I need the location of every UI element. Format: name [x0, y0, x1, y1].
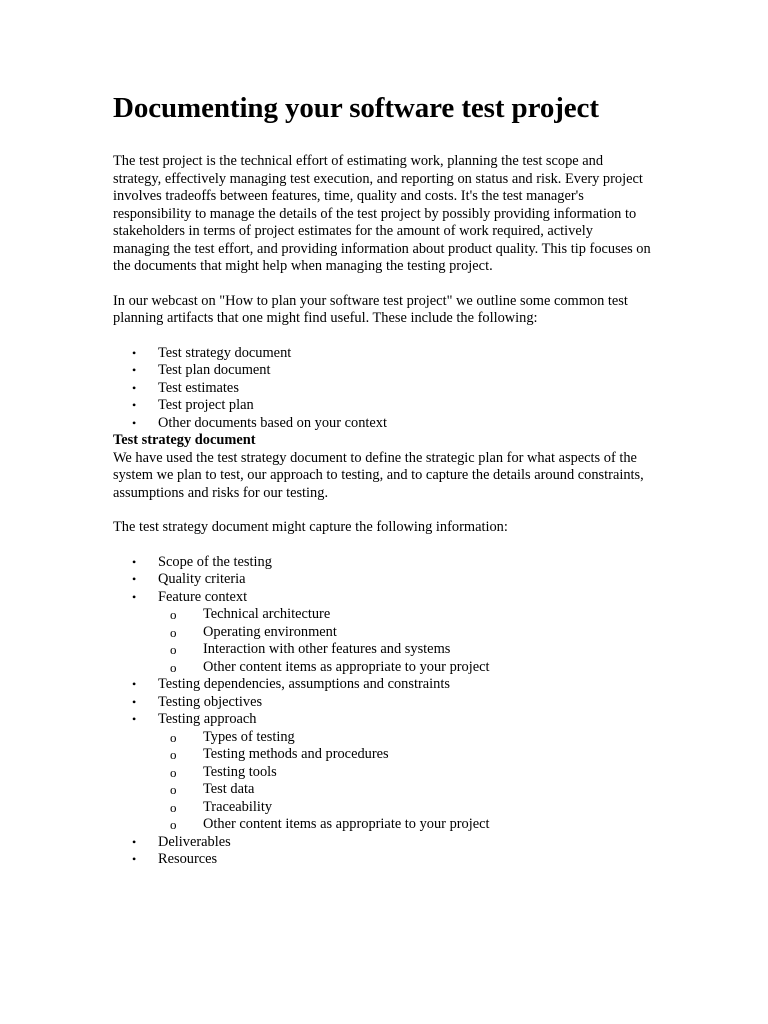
circle-bullet-icon: o — [170, 782, 177, 797]
sub-list-item — [158, 606, 653, 624]
circle-bullet-icon: o — [170, 764, 177, 780]
bullet-icon: • — [132, 398, 137, 412]
circle-bullet-icon: o — [170, 607, 177, 622]
bullet-icon: • — [132, 852, 137, 866]
circle-bullet-icon: o — [170, 747, 177, 762]
list-item — [113, 397, 653, 415]
list-item-label: Test strategy document — [158, 344, 292, 361]
list-item — [113, 851, 653, 869]
list-item-label: Test project plan — [158, 397, 254, 413]
list-item-label: Other documents based on your context — [158, 414, 387, 431]
sub-list-item — [158, 624, 653, 642]
bullet-icon: • — [132, 834, 137, 849]
capture-paragraph: The test strategy document might capture the following information: — [113, 519, 508, 535]
sub-list-item — [158, 659, 653, 677]
list-item-label: Deliverables — [158, 833, 231, 850]
circle-bullet-icon: o — [170, 642, 177, 657]
bullet-icon: • — [132, 677, 137, 691]
webcast-paragraph: In our webcast on "How to plan your software test project" we outline some common test planning artifacts that one might find useful. These include the following: — [113, 292, 628, 326]
list-item — [113, 711, 653, 834]
circle-bullet-icon: o — [170, 659, 177, 675]
sub-list — [158, 606, 653, 676]
circle-bullet-icon: o — [170, 729, 177, 745]
sub-list-item-label: Operating environment — [203, 623, 337, 640]
list-item — [113, 694, 653, 712]
list-item — [113, 676, 653, 694]
sub-list-item-label: Test data — [203, 781, 255, 797]
list-item-label: Test estimates — [158, 379, 239, 396]
list-item-label: Scope of the testing — [158, 553, 272, 570]
sub-list-item-label: Testing tools — [203, 763, 277, 780]
bullet-icon: • — [132, 415, 137, 430]
sub-list-item-label: Interaction with other features and systems — [203, 641, 451, 657]
sub-list-item-label: Testing methods and procedures — [203, 746, 389, 762]
list-item — [113, 834, 653, 852]
sub-list-item-label: Types of testing — [203, 728, 295, 745]
list-item-label: Feature context — [158, 588, 248, 605]
bullet-icon: • — [132, 694, 137, 709]
bullet-icon: • — [132, 380, 137, 395]
list-item-label: Quality criteria — [158, 571, 246, 587]
list-item-label: Resources — [158, 851, 218, 867]
list-item — [113, 345, 653, 363]
sub-list-item — [158, 799, 653, 817]
list-item — [113, 589, 653, 677]
bullet-icon: • — [132, 363, 137, 377]
list-item-label: Testing dependencies, assumptions and constraints — [158, 676, 450, 692]
sub-list-item-label: Other content items as appropriate to your project — [203, 658, 490, 675]
circle-bullet-icon: o — [170, 799, 177, 815]
sub-list-item-label: Technical architecture — [203, 606, 331, 622]
list-item — [113, 362, 653, 380]
sub-list-item-label: Other content items as appropriate to your project — [203, 816, 490, 832]
strategy-list — [113, 554, 653, 869]
document-title: Documenting your software test project — [113, 92, 599, 124]
artifact-list — [113, 345, 653, 433]
bullet-icon: • — [132, 572, 137, 586]
circle-bullet-icon: o — [170, 817, 177, 832]
sub-list-item — [158, 764, 653, 782]
list-item — [113, 380, 653, 398]
list-item-label: Testing approach — [158, 711, 257, 727]
section-paragraph: We have used the test strategy document to define the strategic plan for what aspects of the system we plan to test, our approach to testing, and to capture the details around constraints, assumptions and risks for our testing. — [113, 449, 644, 501]
list-item-label: Test plan document — [158, 362, 271, 378]
list-item — [113, 415, 653, 433]
sub-list-item — [158, 729, 653, 747]
sub-list-item — [158, 781, 653, 799]
document-page — [113, 86, 653, 869]
circle-bullet-icon: o — [170, 624, 177, 640]
sub-list-item — [158, 746, 653, 764]
list-item — [113, 571, 653, 589]
list-item — [113, 554, 653, 572]
sub-list-item-label: Traceability — [203, 798, 273, 815]
list-item-label: Testing objectives — [158, 693, 263, 710]
bullet-icon: • — [132, 345, 137, 360]
intro-paragraph: The test project is the technical effort of estimating work, planning the test scope and strategy, effectively managing test execution, and reporting on status and risk. Every project involves tradeoffs between features, time, quality and costs. It's the test manager's responsibility to manage the details of the test project by possibly providing information to stakeholders in terms of project estimates for the amount of work required, actively managing the test effort, and providing information about product quality. This tip focuses on the documents that might help when managing the testing project. — [113, 153, 651, 274]
bullet-icon: • — [132, 712, 137, 726]
bullet-icon: • — [132, 554, 137, 569]
sub-list-item — [158, 816, 653, 834]
sub-list — [158, 729, 653, 834]
section-heading: Test strategy document — [113, 432, 256, 448]
bullet-icon: • — [132, 589, 137, 604]
sub-list-item — [158, 641, 653, 659]
